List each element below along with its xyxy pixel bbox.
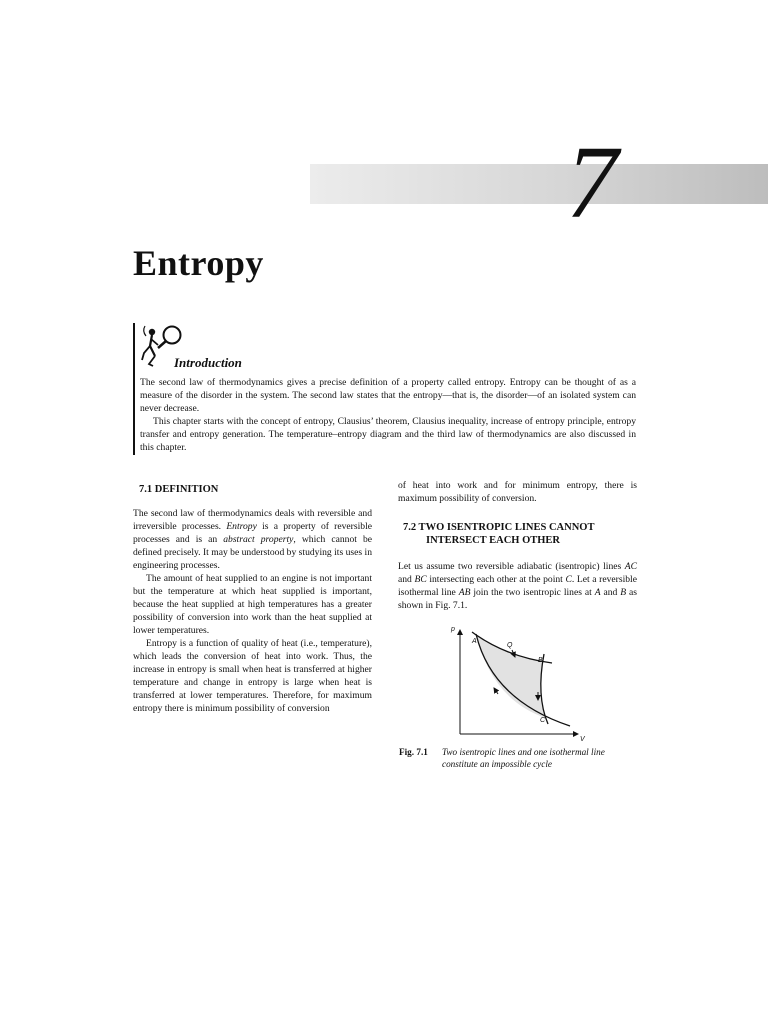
label-q: Q: [507, 642, 513, 649]
right-column-continued: [398, 479, 637, 505]
section-7-1-heading: 7.1 DEFINITION: [139, 484, 219, 495]
left-column: [133, 507, 372, 715]
chapter-number: 7: [566, 125, 618, 240]
section-7-2-paragraph-1: Let us assume two reversible adiabatic (isentropic) lines AC and BC intersecting each other at the point C. Let a reversible isothermal line AB join the two isentropic lines at A and B as shown in Fig. 7.1.: [398, 561, 638, 611]
section-7-2-heading-line-2: INTERSECT EACH OTHER: [426, 535, 561, 546]
figure-caption-text: Two isentropic lines and one isothermal line constitute an impossible cycle: [442, 747, 605, 769]
intro-body: [140, 376, 636, 454]
label-v: V: [580, 736, 585, 742]
section-7-2-heading: [403, 521, 643, 547]
label-p: p: [451, 626, 455, 633]
intro-heading: Introduction: [174, 355, 242, 370]
chapter-header-bar: [310, 164, 768, 204]
label-c: C: [540, 717, 546, 724]
section-7-1-continued: of heat into work and for minimum entropy, there is maximum possibility of conversion.: [398, 480, 637, 504]
pv-diagram: [448, 622, 588, 742]
section-7-2-heading-line-1: 7.2 TWO ISENTROPIC LINES CANNOT: [403, 522, 595, 533]
flow-arrow-ca: [494, 688, 498, 694]
intro-rule: [133, 323, 135, 455]
label-b: B: [538, 657, 543, 664]
figure-number: Fig. 7.1: [399, 747, 428, 757]
intro-paragraph-1: The second law of thermodynamics gives a precise definition of a property called entropy. Entropy can be thought of as a measure of the disorder in the system. The second law states that the entropy—that is, the disorder—of an isolated system can never decrease.: [140, 377, 636, 414]
section-7-1-paragraph-1: The second law of thermodynamics deals with reversible and irreversible processes. Entropy is a property of reversible processes and is an abstract property, which cannot be defined precisely. It may be understood by studying its uses in engineering processes.: [133, 508, 372, 571]
section-7-1-paragraph-3: Entropy is a function of quality of heat (i.e., temperature), which leads the conversion of heat into work. Thus, the increase in entropy is small when heat is transferred at higher temperature and change in entropy is large when heat is transferred at lower temperatures. Therefore, for maximum entropy there is minimum possibility of conversion: [133, 638, 372, 714]
chapter-title: Entropy: [133, 243, 264, 283]
section-7-2-body: [398, 560, 637, 612]
label-a: A: [472, 638, 477, 645]
intro-paragraph-2: This chapter starts with the concept of entropy, Clausius’ theorem, Clausius inequality, increase of entropy principle, entropy transfer and entropy generation. The temperature–entropy diagram and the third law of thermodynamics are also discussed in this chapter.: [140, 416, 636, 453]
section-7-1-paragraph-2: The amount of heat supplied to an engine is not important but the temperature at which heat supplied is important, because the heat supplied at high temperatures has a greater possibility of conversion into work than the heat supplied at lower temperatures.: [133, 573, 372, 636]
